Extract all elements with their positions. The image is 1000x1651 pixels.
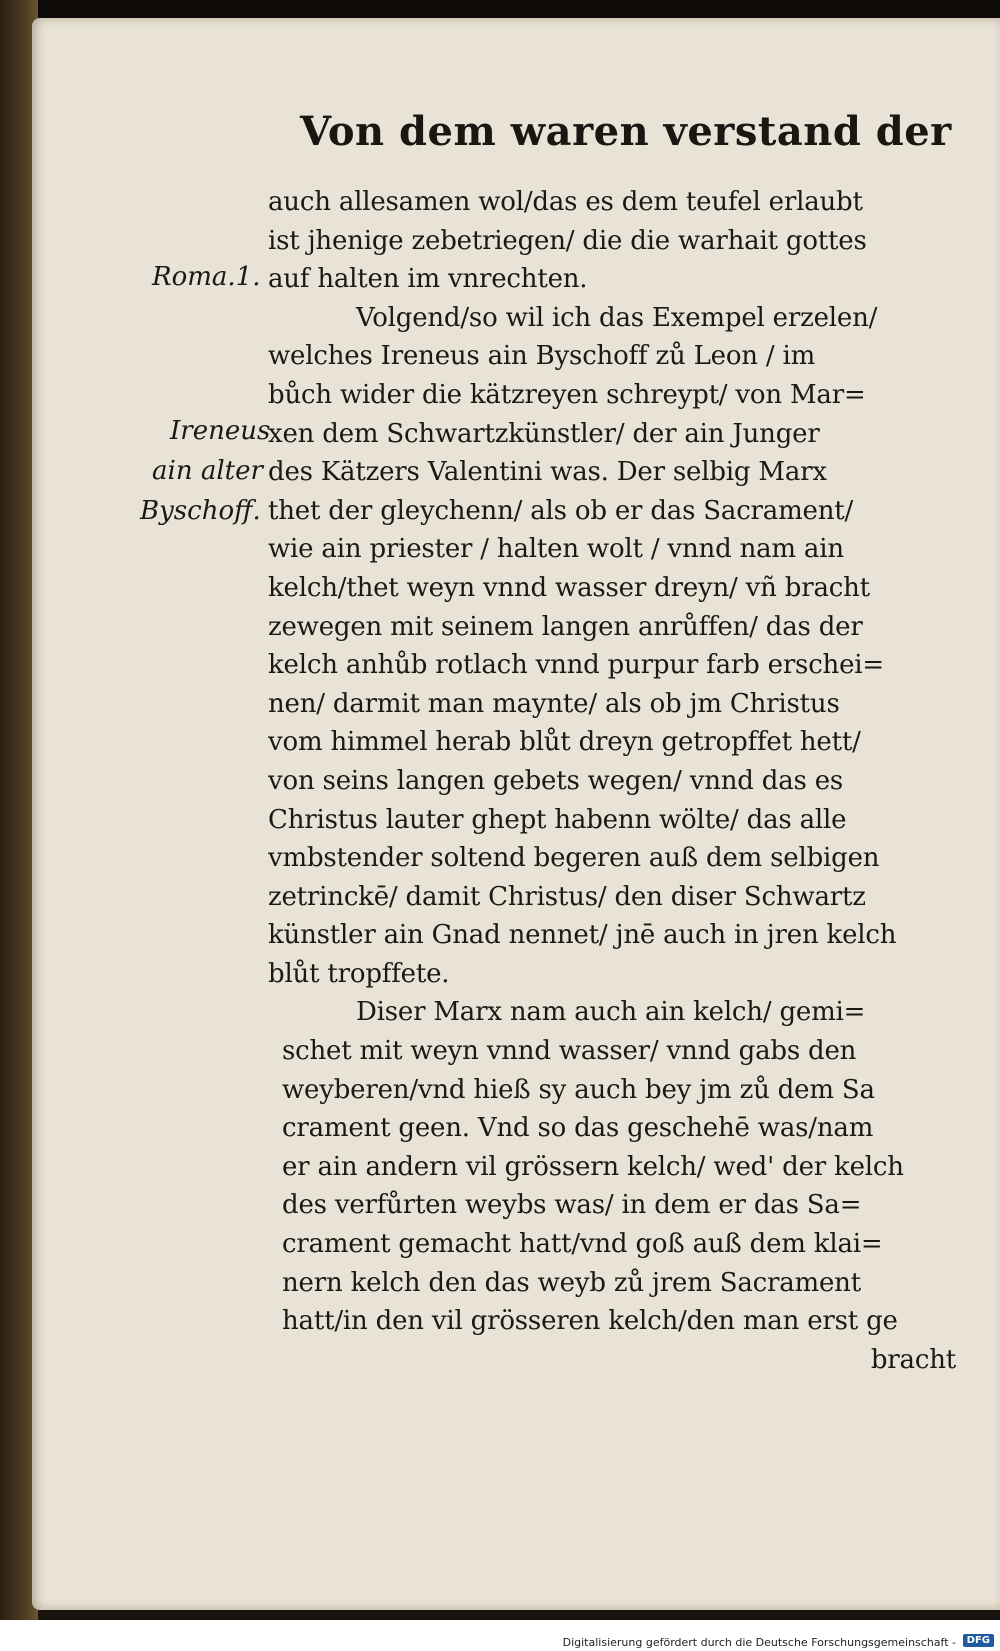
running-header: Von dem waren verstand der — [300, 108, 952, 155]
text-line: blůt tropffete. — [268, 958, 450, 989]
text-line: kelch/thet weyn vnnd wasser dreyn/ vñ bracht — [268, 572, 870, 603]
text-line: Diser Marx nam auch ain kelch/ gemi= — [356, 997, 866, 1028]
text-line: des Kätzers Valentini was. Der selbig Marx — [268, 457, 827, 488]
text-line: crament geen. Vnd so das geschehē was/nam — [282, 1113, 874, 1144]
text-line: xen dem Schwartzkünstler/ der ain Junger — [268, 418, 820, 449]
text-line: Volgend/so wil ich das Exempel erzelen/ — [356, 302, 878, 333]
text-line: welches Ireneus ain Byschoff zů Leon / im — [268, 341, 816, 372]
text-line: crament gemacht hatt/vnd goß auß dem klai= — [282, 1229, 883, 1260]
text-line: auch allesamen wol/das es dem teufel erlaubt — [268, 187, 863, 217]
text-line: weyberen/vnd hieß sy auch bey jm zů dem Sa — [282, 1074, 875, 1105]
body-text — [268, 183, 968, 1379]
text-line: thet der gleychenn/ als ob er das Sacrament/ — [268, 495, 854, 526]
margin-note-ireneus: ain alter — [152, 456, 263, 486]
dfg-logo: DFG — [963, 1634, 994, 1647]
text-line: kelch anhůb rotlach vnnd purpur farb erschei= — [268, 650, 884, 681]
text-line: nern kelch den das weyb zů jrem Sacrament — [282, 1267, 861, 1298]
footer-credit: Digitalisierung gefördert durch die Deutsche Forschungsgemeinschaft - — [562, 1636, 956, 1649]
margin-note-ireneus: Ireneus — [170, 416, 271, 446]
text-line: vmbstender soltend begeren auß dem selbigen — [268, 843, 880, 874]
text-line: von seins langen gebets wegen/ vnnd das es — [268, 765, 844, 796]
catchword: bracht — [870, 1344, 956, 1375]
text-line: des verfůrten weybs was/ in dem er das Sa= — [282, 1190, 862, 1221]
text-line: zetrinckē/ damit Christus/ den diser Schwartz — [268, 881, 866, 912]
text-line: nen/ darmit man maynte/ als ob jm Christus — [268, 688, 840, 719]
text-line: ist jhenige zebetriegen/ die die warhait gottes — [268, 225, 867, 256]
text-line: bůch wider die kätzreyen schreypt/ von Mar= — [268, 379, 866, 410]
text-line: wie ain priester / halten wolt / vnnd nam ain — [268, 534, 844, 565]
text-line: auf halten im vnrechten. — [268, 264, 588, 295]
text-line: zewegen mit seinem langen anrůffen/ das der — [268, 611, 863, 642]
text-line: künstler ain Gnad nennet/ jnē auch in jren kelch — [268, 920, 897, 951]
text-line: vom himmel herab blůt dreyn getropffet hett/ — [268, 727, 861, 758]
text-line: schet mit weyn vnnd wasser/ vnnd gabs den — [282, 1036, 857, 1067]
margin-note-ireneus: Byschoff. — [140, 496, 261, 526]
top-edge — [0, 0, 1000, 20]
text-line: Christus lauter ghept habenn wölte/ das alle — [268, 804, 847, 835]
text-line: er ain andern vil grössern kelch/ wed' der kelch — [282, 1151, 904, 1182]
text-line: hatt/in den vil grösseren kelch/den man erst ge — [282, 1306, 898, 1337]
margin-note-roma: Roma.1. — [152, 262, 261, 292]
